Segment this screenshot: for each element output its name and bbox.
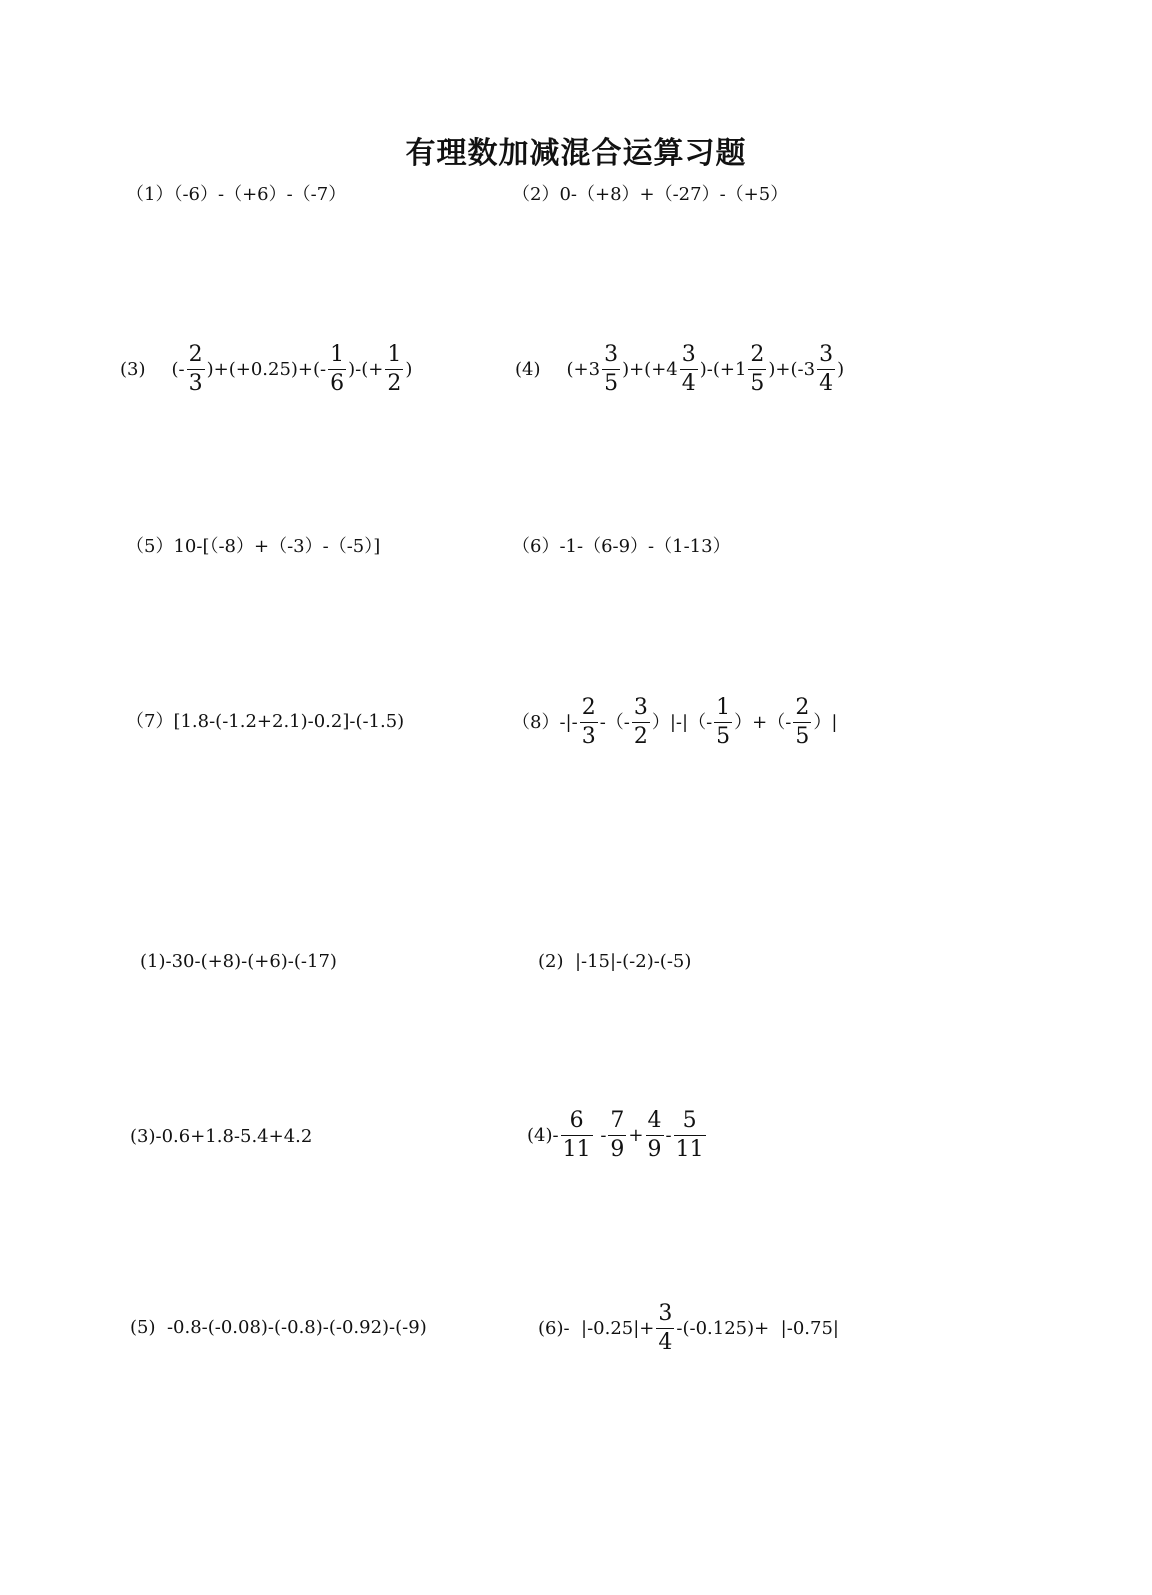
problem-8-part: -（- <box>599 711 630 733</box>
fraction <box>817 344 835 395</box>
denominator: 9 <box>610 1137 625 1162</box>
problem-4-label: (4) <box>515 358 541 380</box>
exercise-3 <box>130 1128 312 1146</box>
fraction <box>714 697 732 748</box>
denominator: 5 <box>750 371 765 396</box>
numerator: 2 <box>750 342 765 367</box>
problem-8-part: ）|-|（- <box>651 711 713 733</box>
problem-4-part: ) <box>837 358 845 380</box>
fraction <box>632 697 650 748</box>
exercise-4 <box>527 1110 708 1161</box>
page-title: 有理数加减混合运算习题 <box>405 136 747 171</box>
numerator: 1 <box>387 342 402 367</box>
problem-4-part: (+3 <box>566 358 601 380</box>
problem-8-part: ）+（- <box>734 711 792 733</box>
numerator: 7 <box>610 1108 625 1133</box>
fraction <box>793 697 811 748</box>
problem-3 <box>120 344 412 395</box>
denominator: 3 <box>188 371 203 396</box>
numerator: 3 <box>681 342 696 367</box>
denominator: 4 <box>681 371 696 396</box>
problem-3-part: )+(+0.25)+(- <box>206 358 327 380</box>
numerator: 3 <box>633 695 648 720</box>
problem-5-text: （5）10-[（-8）+（-3）-（-5）] <box>126 536 381 557</box>
fraction <box>608 1110 626 1161</box>
problem-3-part: ) <box>405 358 413 380</box>
numerator: 4 <box>647 1108 662 1133</box>
exercise-2-text: (2) |-15|-(-2)-(-5) <box>538 951 692 972</box>
problem-8-part: （8）-|- <box>512 711 578 733</box>
exercise-5-text: (5) -0.8-(-0.08)-(-0.8)-(-0.92)-(-9) <box>130 1317 427 1338</box>
fraction <box>580 697 598 748</box>
fraction <box>680 344 698 395</box>
exercise-1 <box>140 953 337 971</box>
exercise-5 <box>130 1319 427 1337</box>
problem-2 <box>512 186 788 204</box>
exercise-4-part: + <box>628 1124 644 1146</box>
problem-7 <box>126 713 404 731</box>
denominator: 5 <box>604 371 619 396</box>
numerator: 5 <box>682 1108 697 1133</box>
numerator: 1 <box>330 342 345 367</box>
denominator: 3 <box>581 724 596 749</box>
problem-8-part: ）| <box>813 711 838 733</box>
problem-6 <box>512 538 731 556</box>
denominator: 6 <box>330 371 345 396</box>
fraction <box>656 1303 674 1354</box>
problem-4-part: )+(+4 <box>622 358 678 380</box>
numerator: 1 <box>716 695 731 720</box>
denominator: 11 <box>675 1137 704 1162</box>
denominator: 4 <box>658 1330 673 1355</box>
denominator: 2 <box>633 724 648 749</box>
exercise-6-part: (6)- |-0.25|+ <box>538 1317 655 1339</box>
fraction <box>674 1110 706 1161</box>
denominator: 9 <box>647 1137 662 1162</box>
denominator: 4 <box>819 371 834 396</box>
problem-2-text: （2）0-（+8）+（-27）-（+5） <box>512 184 789 205</box>
problem-7-text: （7）[1.8-(-1.2+2.1)-0.2]-(-1.5) <box>126 711 405 732</box>
fraction <box>748 344 766 395</box>
exercise-6 <box>538 1303 839 1354</box>
exercise-4-part: - <box>665 1124 672 1146</box>
numerator: 2 <box>581 695 596 720</box>
problem-8 <box>512 697 837 748</box>
exercise-2 <box>538 953 691 971</box>
problem-1 <box>126 186 346 204</box>
problem-3-part: (- <box>171 358 185 380</box>
denominator: 5 <box>716 724 731 749</box>
numerator: 2 <box>795 695 810 720</box>
problem-3-part: )-(+ <box>348 358 384 380</box>
problem-1-text: （1）（-6）-（+6）-（-7） <box>126 184 347 205</box>
numerator: 3 <box>604 342 619 367</box>
exercise-3-text: (3)-0.6+1.8-5.4+4.2 <box>130 1126 313 1147</box>
problem-4-part: )+(-3 <box>768 358 816 380</box>
exercise-4-part: (4)- <box>527 1124 559 1146</box>
fraction <box>385 344 403 395</box>
numerator: 2 <box>188 342 203 367</box>
fraction <box>602 344 620 395</box>
exercise-4-part: - <box>594 1124 607 1146</box>
problem-5 <box>126 538 380 556</box>
fraction <box>328 344 346 395</box>
denominator: 2 <box>387 371 402 396</box>
exercise-1-text: (1)-30-(+8)-(+6)-(-17) <box>140 951 337 972</box>
problem-4-part: )-(+1 <box>699 358 747 380</box>
denominator: 5 <box>795 724 810 749</box>
numerator: 3 <box>658 1301 673 1326</box>
exercise-6-part: -(-0.125)+ |-0.75| <box>676 1317 839 1339</box>
denominator: 11 <box>562 1137 591 1162</box>
numerator: 3 <box>819 342 834 367</box>
fraction <box>561 1110 593 1161</box>
problem-3-label: (3) <box>120 358 146 380</box>
fraction <box>646 1110 664 1161</box>
problem-6-text: （6）-1-（6-9）-（1-13） <box>512 536 731 557</box>
fraction <box>187 344 205 395</box>
problem-4 <box>515 344 844 395</box>
numerator: 6 <box>569 1108 584 1133</box>
